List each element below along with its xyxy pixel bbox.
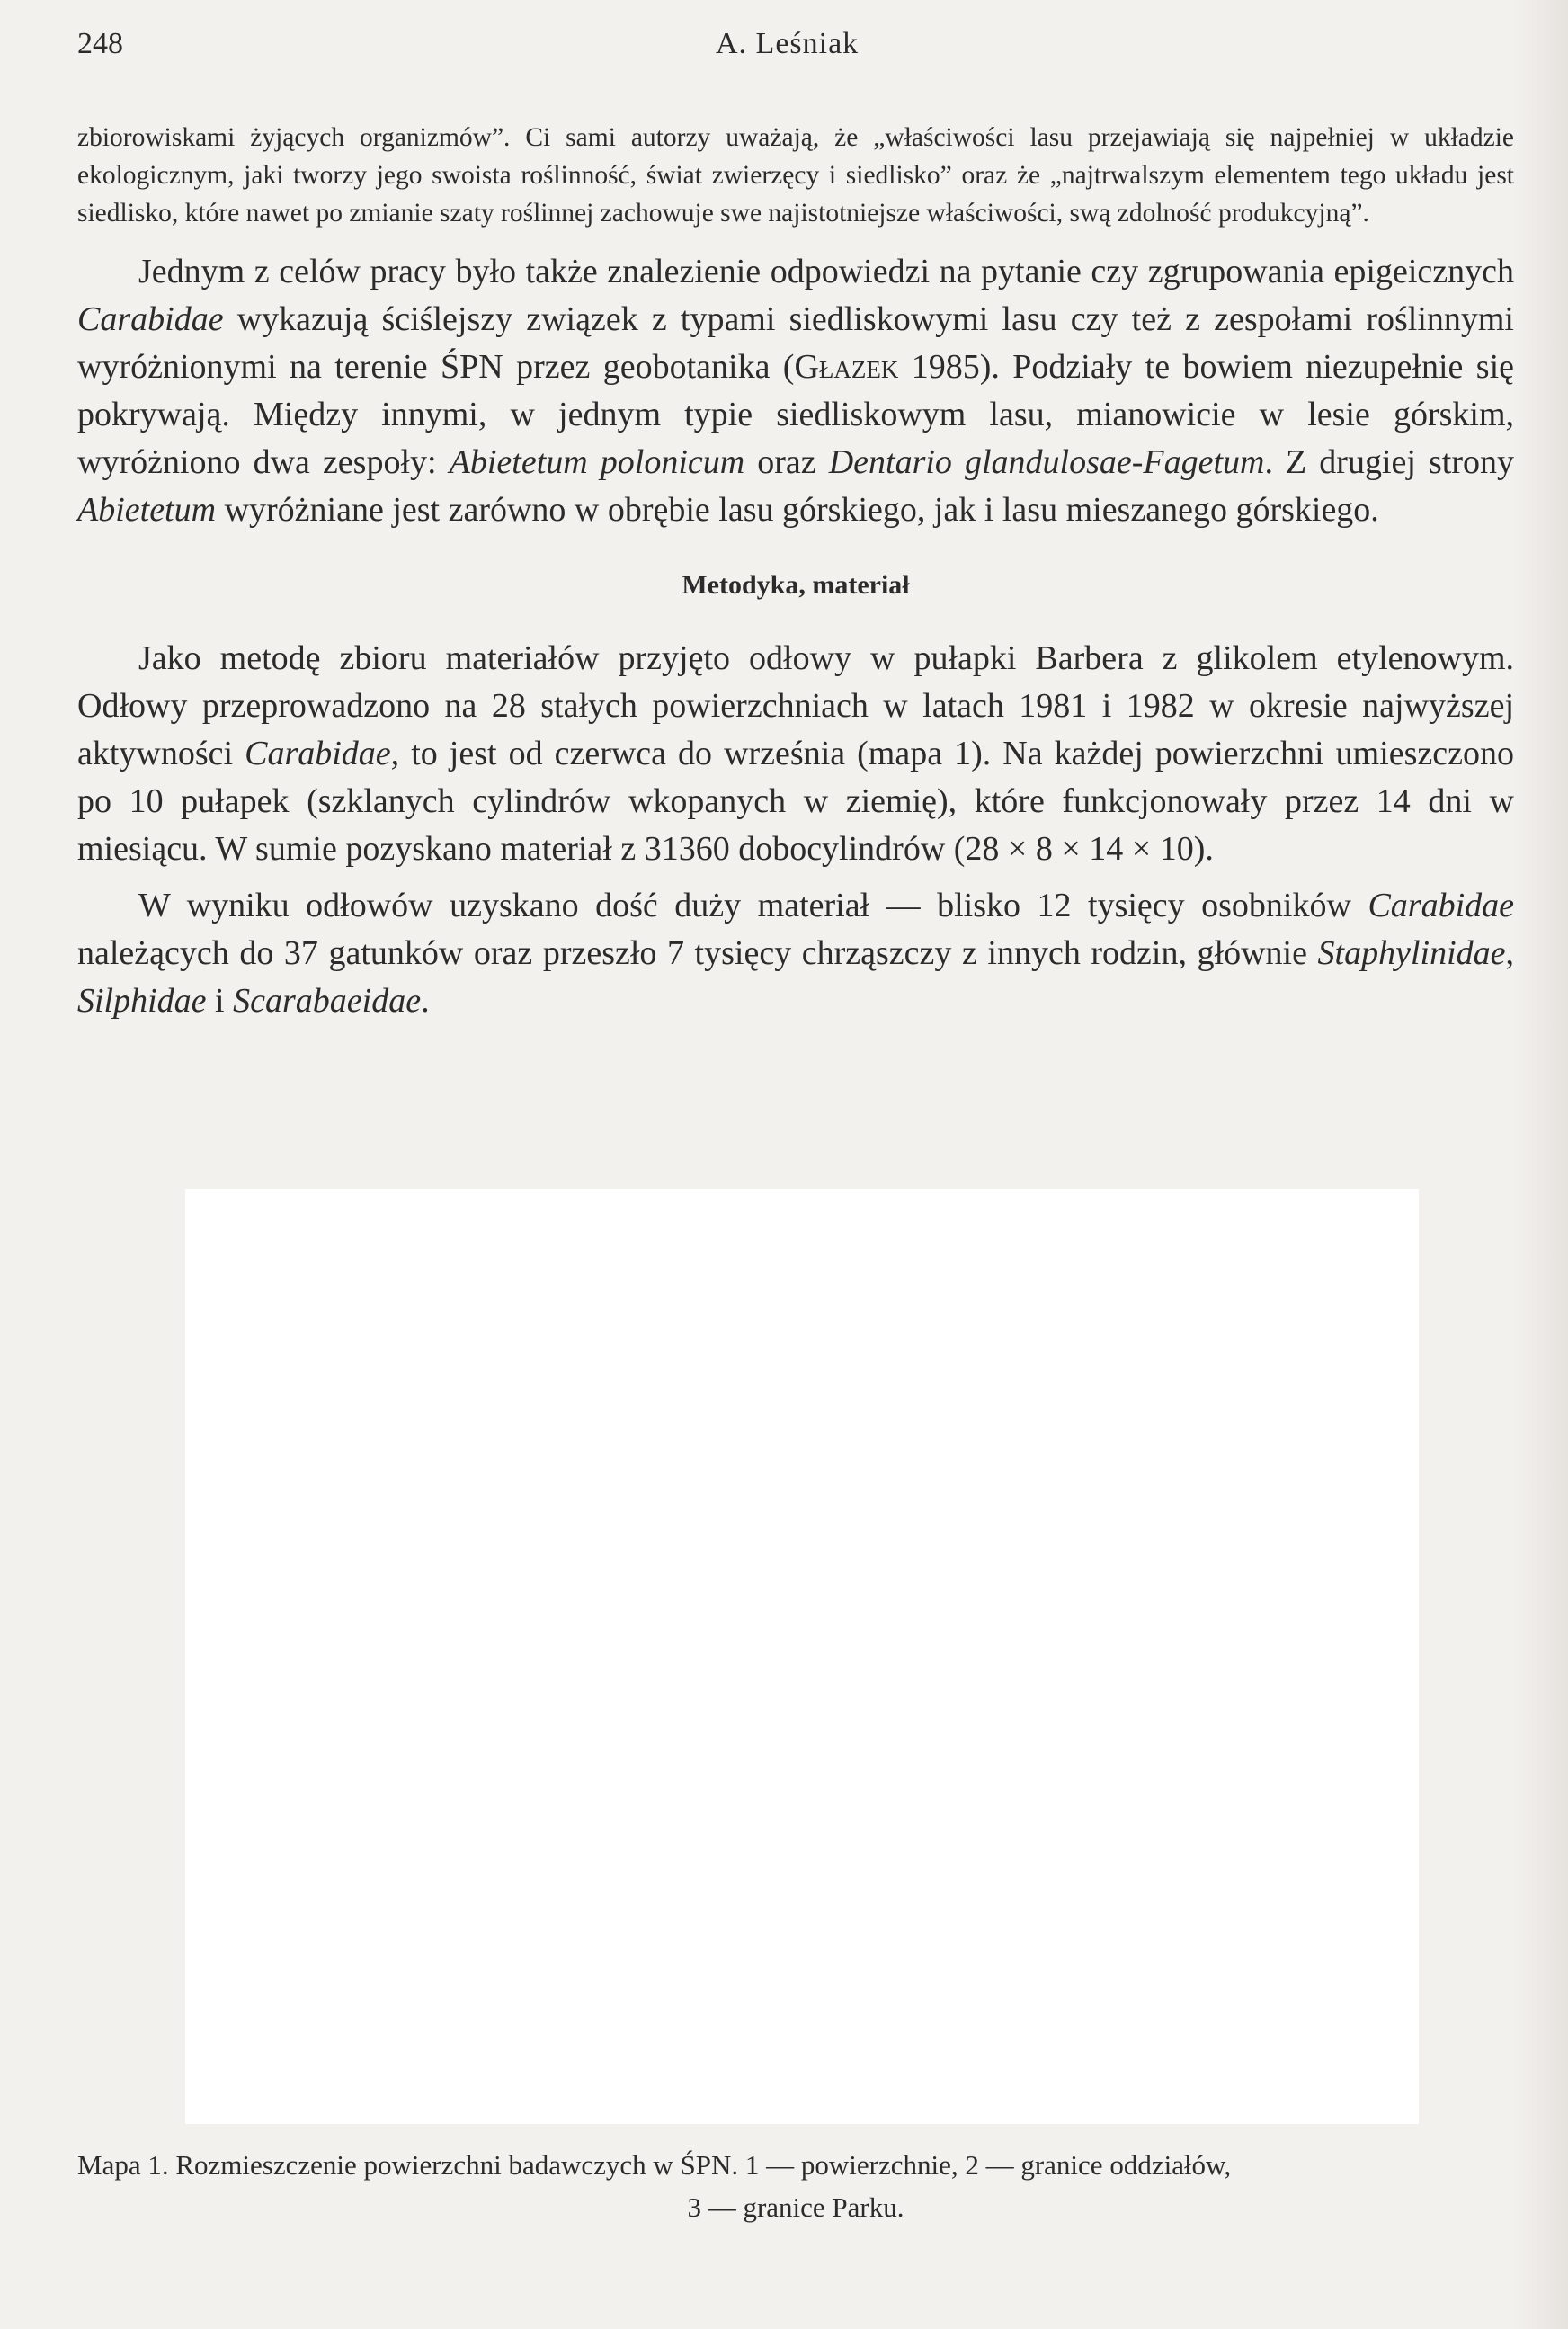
section-heading: Metodyka, materiał <box>682 570 910 600</box>
taxon-name: Carabidae <box>77 300 224 338</box>
article-body <box>77 119 1514 1025</box>
text-run: Jako metodę zbioru materiałów przyjęto odłowy w pułapki Barbera z glikolem etylenowym. Odłowy przeprowadzono na 28 stałych powierzchniach w latach 1981 i 1982 w okresie najwyższej aktywności <box>77 639 1514 772</box>
text-run: . Z drugiej strony <box>1264 443 1515 481</box>
page-header <box>77 27 1516 72</box>
text-run: W wyniku odłowów uzyskano dość duży materiał — blisko 12 tysięcy osobników <box>138 887 1368 924</box>
author-name: Głazek <box>794 348 899 386</box>
page-edge-shadow <box>1514 0 1568 2329</box>
taxon-name: Carabidae <box>245 735 391 772</box>
taxon-name: Staphylinidae <box>1317 934 1506 972</box>
text-run: wykazują ściślejszy związek z typami siedliskowymi lasu czy też z zespołami roślinnymi wyróżnionymi na terenie ŚPN przez geobotanika ( <box>77 300 1514 386</box>
paragraph-methods <box>77 635 1514 873</box>
text-run: wyróżniane jest zarówno w obrębie lasu górskiego, jak i lasu mieszanego górskiego. <box>216 491 1379 529</box>
taxon-name: Abietetum polonicum <box>449 443 745 481</box>
text-run: oraz <box>744 443 829 481</box>
text-run: 1985). Podziały te bowiem niezupełnie się pokrywają. Między innymi, w jednym typie siedliskowym lasu, mianowicie w lesie górskim, wyróżniono dwa zespoły: <box>77 348 1514 481</box>
running-head: A. Leśniak <box>716 27 860 60</box>
text-run: , to jest od czerwca do września (mapa 1). Na każdej powierzchni umieszczono po 10 pułapek (szklanych cylindrów wkopanych w ziemię), które funkcjonowały przez 14 dni w miesiącu. W sumie pozyskano materiał z 31360 dobocylindrów (28 × 8 × 14 × 10). <box>77 735 1514 868</box>
paragraph-quote: zbiorowiskami żyjących organizmów”. Ci sami autorzy uważają, że „właściwości lasu przejawiają się najpełniej w układzie ekologicznym, jaki tworzy jego swoista roślinność, świat zwierzęcy i siedlisko” oraz że „najtrwalszym elementem tego układu jest siedlisko, które nawet po zmianie szaty roślinnej zachowuje swe najistotniejsze właściwości, swą zdolność produkcyjną”. <box>77 123 1514 228</box>
figure-caption <box>77 2144 1514 2228</box>
taxon-name: Abietetum <box>77 491 217 529</box>
text-run: Jednym z celów pracy było także znalezienie odpowiedzi na pytanie czy zgrupowania epigeicznych <box>138 253 1514 290</box>
taxon-name: Silphidae <box>77 982 207 1020</box>
page-number: 248 <box>77 27 123 60</box>
text-run: . <box>421 982 430 1020</box>
paragraph-aim <box>77 248 1514 534</box>
caption-line-2: 3 — granice Parku. <box>687 2191 904 2223</box>
paragraph-material <box>77 882 1514 1025</box>
caption-line-1: Mapa 1. Rozmieszczenie powierzchni badawczych w ŚPN. 1 — powierzchnie, 2 — granice oddziałów, <box>77 2149 1232 2181</box>
text-run: i <box>206 982 234 1020</box>
map-figure <box>185 1189 1419 2124</box>
text-run: , <box>1505 934 1514 972</box>
text-run: należących do 37 gatunków oraz przeszło 7 tysięcy chrząszczy z innych rodzin, głównie <box>77 934 1318 972</box>
taxon-name: Dentario glandulosae-Fagetum <box>828 443 1265 481</box>
taxon-name: Carabidae <box>1368 887 1514 924</box>
taxon-name: Scarabaeidae <box>233 982 422 1020</box>
